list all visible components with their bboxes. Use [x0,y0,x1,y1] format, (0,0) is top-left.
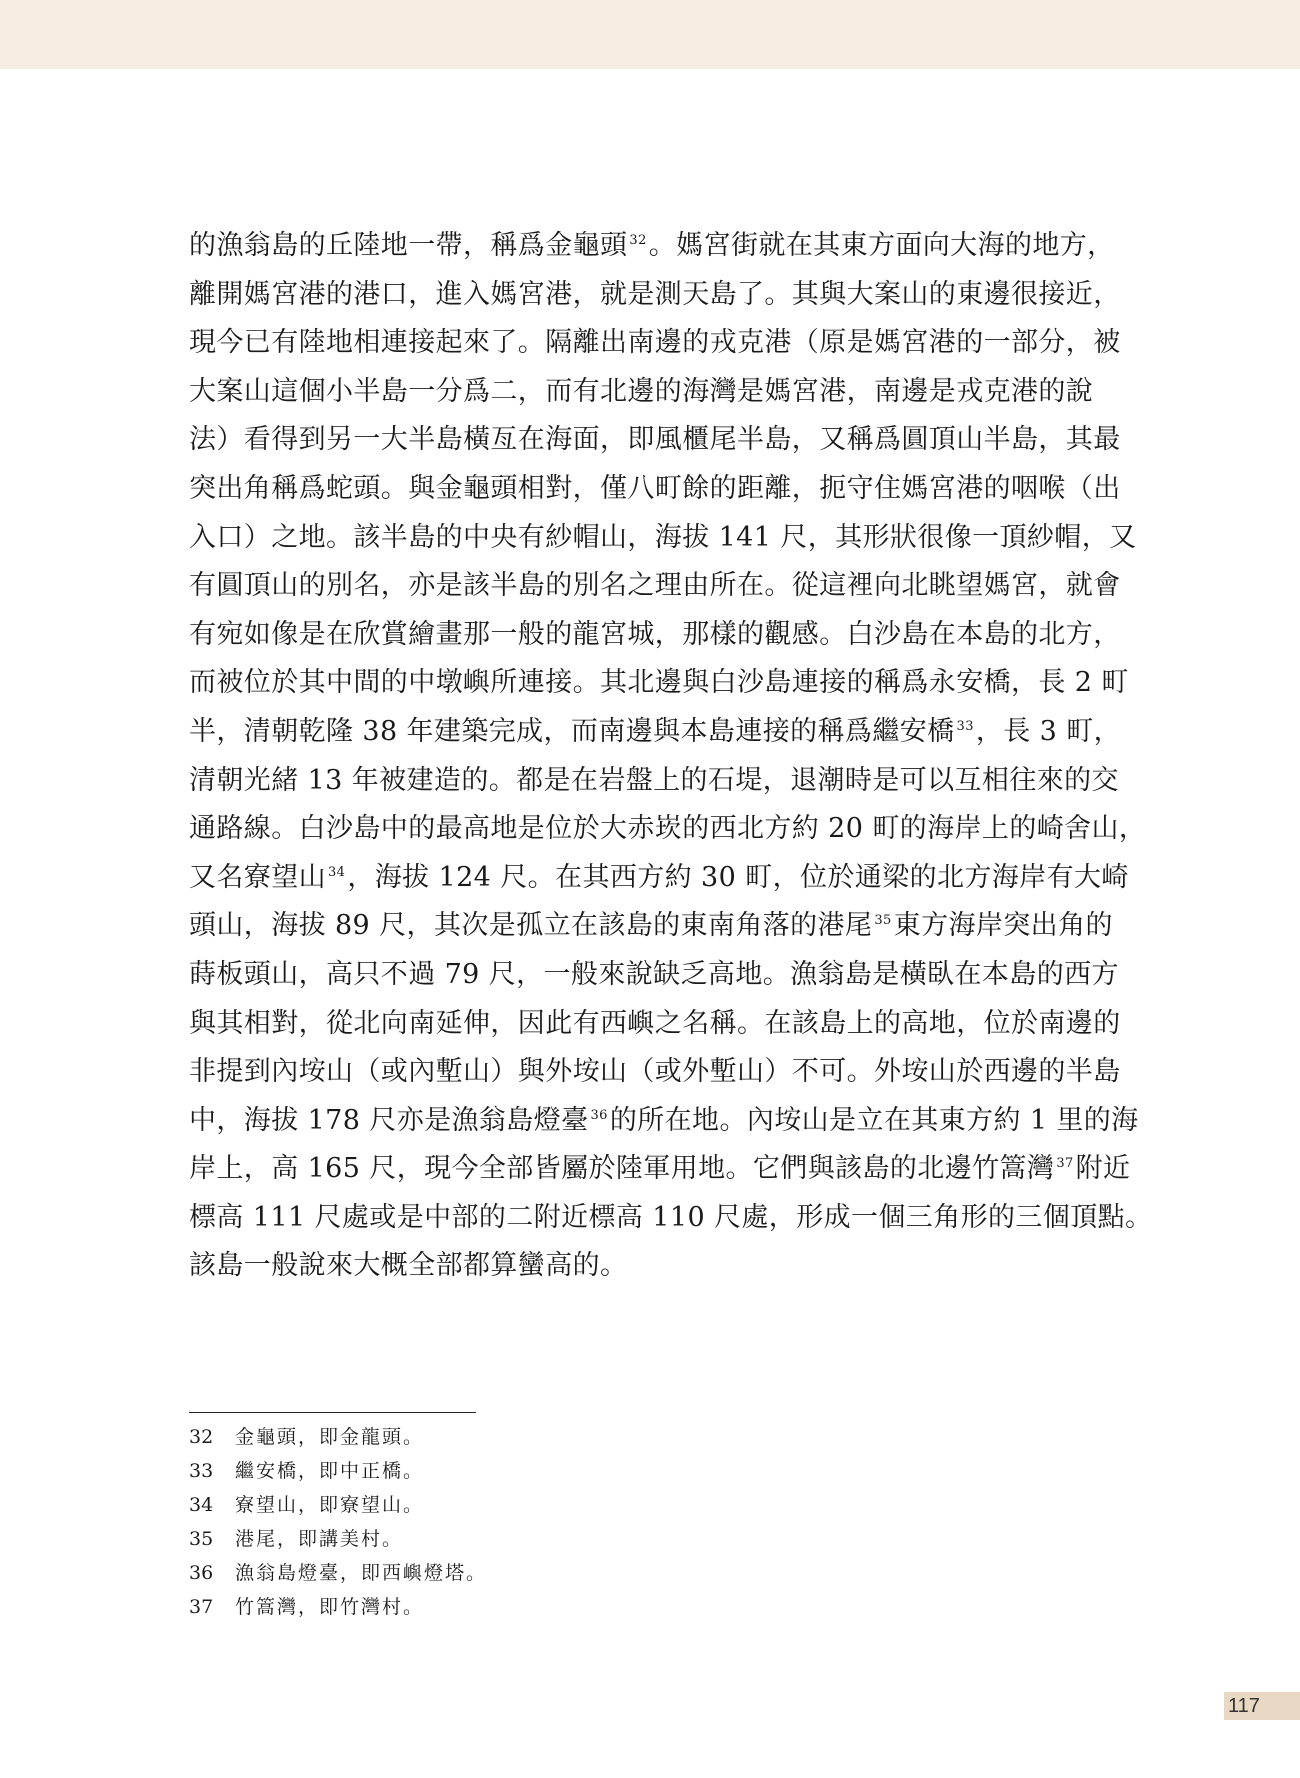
text-line [189,1242,1114,1291]
text-line [189,319,1121,368]
footnote-text: 寮望山，即寮望山。 [235,1494,425,1516]
text-line [189,902,1114,951]
text-line [189,611,1121,660]
text-line [189,1048,1121,1097]
text-run: ，長 3 町， [975,715,1122,747]
footnote-text: 繼安橋，即中正橋。 [235,1460,425,1482]
text-run: 頭山，海拔 89 尺，其次是孤立在該島的東南角落的港尾 [189,910,873,942]
text-run: 有圓頂山的別名，亦是該半島的別名之理由所在。從這裡向北眺望媽宮，就會 [189,570,1121,602]
text-line [189,1194,1153,1243]
text-line [189,465,1121,514]
top-color-band [0,0,1300,69]
text-run: 入口）之地。該半島的中央有紗帽山，海拔 141 尺，其形狀很像一頂紗帽，又 [189,521,1137,553]
text-run: 現今已有陸地相連接起來了。隔離出南邊的戎克港（原是媽宮港的一部分，被 [189,327,1121,359]
text-line [189,1097,1139,1146]
text-run: 通路線。白沙島中的最高地是位於大赤崁的西北方約 20 町的海岸上的崎舍山， [189,813,1147,845]
text-run: 的漁翁島的丘陸地一帶，稱爲金龜頭 [189,230,628,261]
text-run: 附近 [1075,1153,1131,1185]
text-run: 蒔板頭山，高只不過 79 尺，一般來說缺乏高地。漁翁島是橫臥在本島的西方 [189,958,1119,990]
footnote-number: 32 [189,1426,214,1448]
text-line [189,1000,1121,1049]
footnote-number: 37 [189,1596,214,1618]
footnote-number: 34 [189,1494,214,1516]
text-run: 法）看得到另一大半島橫亙在海面，即風櫃尾半島，又稱爲圓頂山半島，其最 [189,424,1121,456]
footnote-number: 35 [189,1528,214,1550]
text-run: 與其相對，從北向南延伸，因此有西嶼之名稱。在該島上的高地，位於南邊的 [189,1007,1121,1039]
text-line [189,1145,1131,1194]
footnote-ref: 37 [1056,1156,1074,1172]
footnote-text: 金龜頭，即金龍頭。 [235,1426,425,1448]
text-line [189,514,1137,563]
footnote-item [189,1488,889,1522]
text-line [189,951,1119,1000]
page-number: 117 [1224,1692,1300,1720]
footnote-ref: 35 [874,913,892,929]
text-line [189,757,1119,806]
text-run: 標高 111 尺處或是中部的二附近標高 110 尺處，形成一個三角形的三個頂點。 [189,1201,1153,1233]
text-run: 清朝光緒 13 年被建造的。都是在岩盤上的石堤，退潮時是可以互相往來的交 [189,764,1119,796]
footnote-ref: 33 [956,718,974,734]
footnotes [189,1420,889,1624]
text-line [189,368,1114,417]
footnote-text: 港尾，即講美村。 [235,1528,404,1550]
text-run: 離開媽宮港的港口，進入媽宮港，就是測天島了。其與大案山的東邊很接近， [189,278,1121,310]
text-line [189,708,1122,757]
text-line [189,659,1129,708]
text-line [189,854,1129,903]
text-run: 大案山這個小半島一分爲二，而有北邊的海灣是媽宮港，南邊是戎克港的說 [189,375,1094,407]
footnote-item [189,1522,889,1556]
text-run: 半，清朝乾隆 38 年建築完成，而南邊與本島連接的稱爲繼安橋 [189,715,955,747]
text-run: ，海拔 124 尺。在其西方約 30 町，位於通梁的北方海岸有大崎 [347,861,1129,893]
text-run: 非提到內垵山（或內塹山）與外垵山（或外塹山）不可。外垵山於西邊的半島 [189,1056,1121,1088]
body-text [189,222,1153,1291]
footnote-item [189,1590,889,1624]
footnote-number: 33 [189,1460,214,1482]
text-run: 的所在地。內垵山是立在其東方約 1 里的海 [609,1104,1139,1136]
footnote-ref: 34 [328,864,346,880]
text-line [189,271,1121,320]
text-line [189,222,1114,271]
footnote-ref: 32 [629,233,647,248]
text-run: 岸上，高 165 尺，現今全部皆屬於陸軍用地。它們與該島的北邊竹篙灣 [189,1153,1055,1185]
text-run: 又名寮望山 [189,861,326,893]
footnote-number: 36 [189,1562,214,1584]
text-run: 。媽宮街就在其東方面向大海的地方， [648,230,1115,261]
footnote-ref: 36 [590,1107,608,1123]
text-run: 而被位於其中間的中墩嶼所連接。其北邊與白沙島連接的稱爲永安橋，長 2 町 [189,667,1129,699]
text-run: 有宛如像是在欣賞繪畫那一般的龍宮城，那樣的觀感。白沙島在本島的北方， [189,618,1121,650]
text-run: 突出角稱爲蛇頭。與金龜頭相對，僅八町餘的距離，扼守住媽宮港的咽喉（出 [189,472,1121,504]
text-run: 該島一般說來大概全部都算蠻高的。 [189,1250,628,1282]
footnote-item [189,1420,889,1454]
footnote-item [189,1556,889,1590]
text-run: 中，海拔 178 尺亦是漁翁島燈臺 [189,1104,589,1136]
footnote-text: 竹篙灣，即竹灣村。 [235,1596,425,1618]
text-line [189,562,1121,611]
footnote-rule [189,1412,476,1413]
text-run: 東方海岸突出角的 [893,910,1113,942]
footnote-item [189,1454,889,1488]
text-line [189,805,1147,854]
text-line [189,416,1121,465]
footnote-text: 漁翁島燈臺，即西嶼燈塔。 [235,1562,488,1584]
